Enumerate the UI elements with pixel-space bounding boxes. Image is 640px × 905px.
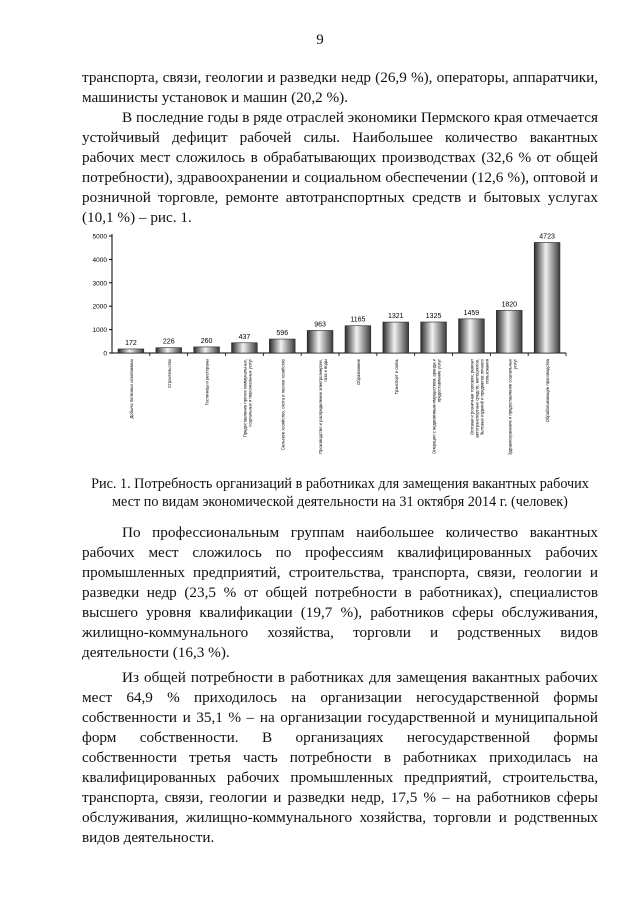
vacancy-bar-chart	[80, 228, 580, 470]
bar	[232, 343, 258, 353]
category-label: Транспорт и связь	[393, 359, 399, 395]
bar	[345, 326, 371, 353]
category-label: Гостиницы и рестораны	[204, 359, 210, 406]
data-label: 1459	[463, 309, 480, 317]
page-number: 9	[316, 32, 324, 48]
bar	[118, 349, 144, 353]
data-label: 1325	[425, 312, 442, 320]
category-label: Предоставление прочих коммунальных,социальных и персональных услуг	[242, 359, 253, 438]
bar	[421, 322, 447, 353]
y-tick-label: 5000	[92, 233, 107, 241]
category-label: Добыча полезных ископаемых	[128, 359, 134, 419]
data-label: 596	[276, 330, 289, 338]
category-label: Операции с недвижимым имуществом, аренда ипредоставление услуг	[431, 359, 442, 455]
category-label: Сельское хозяйство, охота и лесное хозяйство	[280, 359, 286, 451]
bar	[194, 347, 220, 353]
data-label: 172	[125, 339, 137, 347]
data-label: 226	[162, 338, 175, 346]
figure-caption: Рис. 1. Потребность организаций в работниках для замещения вакантных рабочих мест по видам экономической деятельности на 31 октября 2014 г. (человек)	[91, 476, 589, 510]
y-tick-label: 4000	[92, 256, 107, 264]
y-tick-label: 1000	[92, 327, 107, 335]
y-tick-label: 2000	[92, 303, 107, 311]
data-label: 1321	[387, 313, 404, 321]
category-label: Оптовая и розничная торговля; ремонтавтотранспортных средств, мотоциклов,бытовых изделий и предметов личногопользования	[469, 359, 490, 438]
paragraph-labor-deficit: В последние годы в ряде отраслей экономики Пермского края отмечается устойчивый дефицит рабочей силы. Наибольшее количество вакантных рабочих мест сложилось в обрабатывающих производствах (32,6 % от общей потребности), здравоохранении и социальном обеспечении (12,6 %), оптовой и розничной торговле, ремонте автотранспортных средств и бытовых услугах (10,1 %) – рис. 1.	[82, 109, 598, 226]
paragraph-professional-groups: По профессиональным группам наибольшее количество вакантных рабочих мест сложилось по профессиям квалифицированных рабочих промышленных предприятий, строительства, транспорта, связи, геологии и разведки недр (23,5 % от общей потребности в работниках), специалистов высшего уровня квалификации (19,7 %), работников сферы обслуживания, жилищно-коммунального хозяйства, торговли и родственных видов деятельности (16,3 %).	[82, 524, 598, 661]
category-label: Строительство	[166, 359, 172, 389]
category-label: Здравоохранение и предоставление социальныхуслуг	[507, 359, 518, 455]
category-label: Образование	[355, 359, 361, 385]
data-label: 260	[200, 337, 213, 345]
bar	[459, 319, 485, 353]
bar	[156, 348, 182, 353]
category-label: Производство и распределение электроэнергии,газа и воды	[318, 359, 329, 454]
data-label: 1165	[350, 316, 366, 324]
y-tick-label: 3000	[92, 280, 107, 288]
bar	[496, 310, 522, 353]
data-label: 437	[238, 333, 251, 341]
data-label: 1820	[501, 301, 518, 309]
bar	[534, 242, 560, 353]
data-label: 963	[314, 321, 326, 329]
y-tick-label: 0	[103, 350, 107, 358]
data-label: 4723	[539, 233, 555, 241]
bar	[383, 322, 409, 353]
paragraph-intro-continuation: транспорта, связи, геологии и разведки недр (26,9 %), операторы, аппаратчики, машинисты установок и машин (20,2 %).	[82, 69, 598, 106]
category-label: Обрабатывающие производства	[545, 359, 551, 423]
bar	[307, 330, 333, 353]
paragraph-ownership-forms: Из общей потребности в работниках для замещения вакантных рабочих мест 64,9 % приходилось на организации негосударственной формы собственности и 35,1 % – на организации государственной и муниципальной форм собственности. В организациях негосударственной формы собственности третья часть потребности в работниках приходилась на квалифицированных рабочих промышленных предприятий, строительства, транспорта, связи, геологии и разведки недр, 17,5 % – на работников сферы обслуживания, жилищно-коммунального хозяйства, торговли и родственных видов деятельности.	[82, 669, 598, 846]
bar	[269, 339, 295, 353]
